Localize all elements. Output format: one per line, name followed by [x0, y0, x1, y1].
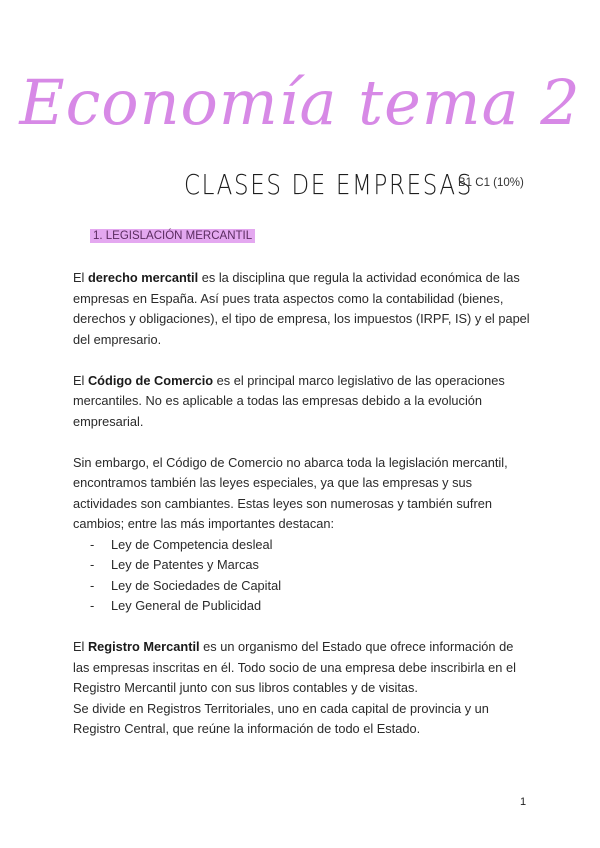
paragraph-registro-mercantil: [73, 637, 533, 699]
term-registro-mercantil: Registro Mercantil: [87, 639, 200, 654]
paragraph-codigo-comercio: [73, 371, 533, 433]
term-derecho-mercantil: derecho mercantil: [87, 270, 199, 285]
section-heading: 1. LEGISLACIÓN MERCANTIL: [90, 229, 255, 243]
term-codigo-comercio: Código de Comercio: [87, 372, 214, 388]
list-item: [73, 535, 533, 556]
list-item-text: Ley de Sociedades de Capital: [111, 577, 282, 593]
paragraph-text: es un organismo del Estado que ofrece información de las empresas inscritas en él. Todo socio de una empresa debe inscribirla en el Registro Mercantil junto con sus libros contables y de visitas.: [73, 639, 516, 695]
laws-list: [73, 535, 533, 617]
list-marker: -: [90, 557, 95, 572]
paragraph-prefix: El: [73, 639, 88, 654]
paragraph-prefix: El: [73, 270, 88, 285]
list-item-text: Ley de Competencia desleal: [111, 536, 273, 552]
list-marker: -: [90, 577, 95, 593]
list-item: [73, 596, 533, 617]
paragraph-leyes-especiales: Sin embargo, el Código de Comercio no abarca toda la legislación mercantil, encontramos también las leyes especiales, ya que las empresas y sus actividades son cambiantes. Estas leyes son numerosas y también sufren cambios; entre las más importantes destacan:: [73, 454, 508, 531]
list-item: [73, 576, 533, 597]
list-item-text: Ley de Patentes y Marcas: [111, 557, 259, 572]
list-marker: -: [90, 536, 95, 552]
paragraph-derecho-mercantil: [73, 268, 533, 350]
paragraph-prefix: El: [73, 372, 88, 388]
paragraph-text: es la disciplina que regula la actividad económica de las empresas en España. Así pues trata aspectos como la contabilidad (bienes, derechos y obligaciones), el tipo de empresa, los impuestos (IRPF, IS) y el papel del empresario.: [73, 270, 530, 347]
body-text: [73, 268, 533, 760]
list-marker: -: [90, 598, 95, 613]
page-number: 1: [520, 796, 527, 808]
page-subtitle: CLASES DE EMPRESAS: [184, 168, 473, 201]
list-item: [73, 555, 533, 576]
paragraph-registros-territoriales: Se divide en Registros Territoriales, uno en cada capital de provincia y un Registro Central, que reúne la información de todo el Estado.: [73, 700, 489, 736]
page-title: Economía tema 2: [19, 66, 581, 139]
list-item-text: Ley General de Publicidad: [111, 598, 262, 613]
paragraph-text: es el principal marco legislativo de las operaciones mercantiles. No es aplicable a todas las empresas debido a la evolución empresarial.: [73, 372, 505, 429]
course-meta: B1 C1 (10%): [458, 177, 524, 189]
